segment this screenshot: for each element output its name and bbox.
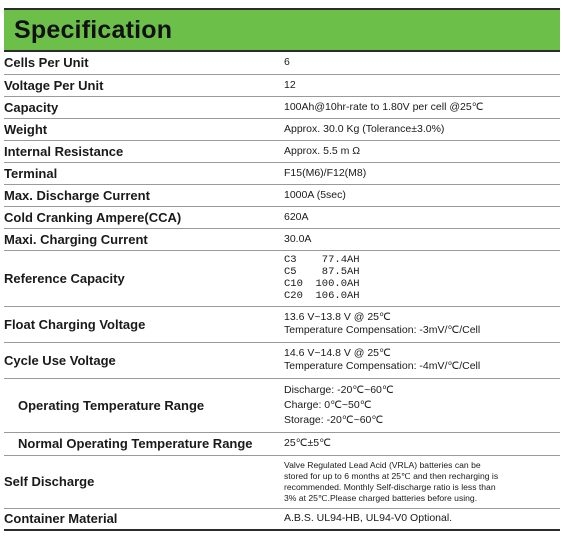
table-row xyxy=(4,206,560,228)
row-label: Operating Temperature Range xyxy=(18,397,205,413)
value-line: recommended. Monthly Self-discharge ratio is less than xyxy=(284,481,496,492)
spec-header xyxy=(4,8,560,52)
row-value: 620A xyxy=(284,210,309,223)
row-value xyxy=(284,250,560,306)
row-value: F15(M6)/F12(M8) xyxy=(284,166,367,179)
value-line: Charge: 0℃~50℃ xyxy=(284,398,372,411)
row-value: 1000A (5sec) xyxy=(284,188,346,201)
reference-capacity-c20: C20 106.0AH xyxy=(284,290,360,302)
table-row xyxy=(4,250,560,306)
value-line: 3% at 25℃.Please charged batteries before using. xyxy=(284,492,478,503)
row-value xyxy=(284,342,560,378)
row-value xyxy=(284,378,560,432)
row-label: Cells Per Unit xyxy=(4,55,89,71)
row-value: 100Ah@10hr-rate to 1.80V per cell @25℃ xyxy=(284,100,484,113)
value-line: 14.6 V~14.8 V @ 25℃ xyxy=(284,347,391,359)
value-line: Storage: -20℃~60℃ xyxy=(284,413,384,426)
value-line: Discharge: -20℃~60℃ xyxy=(284,383,394,396)
page-title: Specification xyxy=(14,15,173,44)
row-label: Self Discharge xyxy=(4,474,95,489)
row-label: Maxi. Charging Current xyxy=(4,231,148,247)
table-row xyxy=(4,342,560,378)
reference-capacity-c5: C5 87.5AH xyxy=(284,266,360,278)
table-row xyxy=(4,184,560,206)
value-line: Temperature Compensation: -3mV/℃/Cell xyxy=(284,324,481,336)
table-row xyxy=(4,74,560,96)
reference-capacity-c3: C3 77.4AH xyxy=(284,254,360,266)
row-value: 12 xyxy=(284,78,296,91)
value-line: 13.6 V~13.8 V @ 25℃ xyxy=(284,311,391,323)
row-label: Max. Discharge Current xyxy=(4,187,150,203)
row-value xyxy=(284,306,560,342)
row-value: A.B.S. UL94-HB, UL94-V0 Optional. xyxy=(284,512,453,525)
reference-capacity-c10: C10 100.0AH xyxy=(284,278,360,290)
value-line: stored for up to 6 months at 25℃ and then recharging is xyxy=(284,470,499,481)
row-value: 25℃±5℃ xyxy=(284,437,331,449)
table-row xyxy=(4,162,560,184)
row-label: Normal Operating Temperature Range xyxy=(18,436,253,451)
row-label: Internal Resistance xyxy=(4,143,124,159)
table-row xyxy=(4,52,560,74)
table-row xyxy=(4,432,560,455)
row-value: 30.0A xyxy=(284,232,312,245)
table-row xyxy=(4,455,560,508)
row-label: Weight xyxy=(4,121,48,137)
table-row xyxy=(4,118,560,140)
table-row xyxy=(4,96,560,118)
row-value: Approx. 5.5 m Ω xyxy=(284,144,361,157)
table-row xyxy=(4,306,560,342)
row-label: Terminal xyxy=(4,165,58,181)
row-value xyxy=(284,455,560,508)
spec-sheet xyxy=(4,8,560,531)
spec-table xyxy=(4,52,560,531)
row-label: Cold Cranking Ampere(CCA) xyxy=(4,209,182,225)
row-label: Container Material xyxy=(4,511,118,527)
table-row xyxy=(4,140,560,162)
table-row xyxy=(4,228,560,250)
value-line: Temperature Compensation: -4mV/℃/Cell xyxy=(284,360,481,372)
row-label: Reference Capacity xyxy=(4,270,125,286)
value-line: Valve Regulated Lead Acid (VRLA) batteries can be xyxy=(284,459,481,470)
row-label: Voltage Per Unit xyxy=(4,77,104,93)
table-row xyxy=(4,378,560,432)
row-label: Cycle Use Voltage xyxy=(4,352,116,368)
row-label: Float Charging Voltage xyxy=(4,316,146,332)
row-value: 6 xyxy=(284,56,290,69)
table-row xyxy=(4,508,560,530)
row-value: Approx. 30.0 Kg (Tolerance±3.0%) xyxy=(284,122,445,135)
row-label: Capacity xyxy=(4,99,59,115)
